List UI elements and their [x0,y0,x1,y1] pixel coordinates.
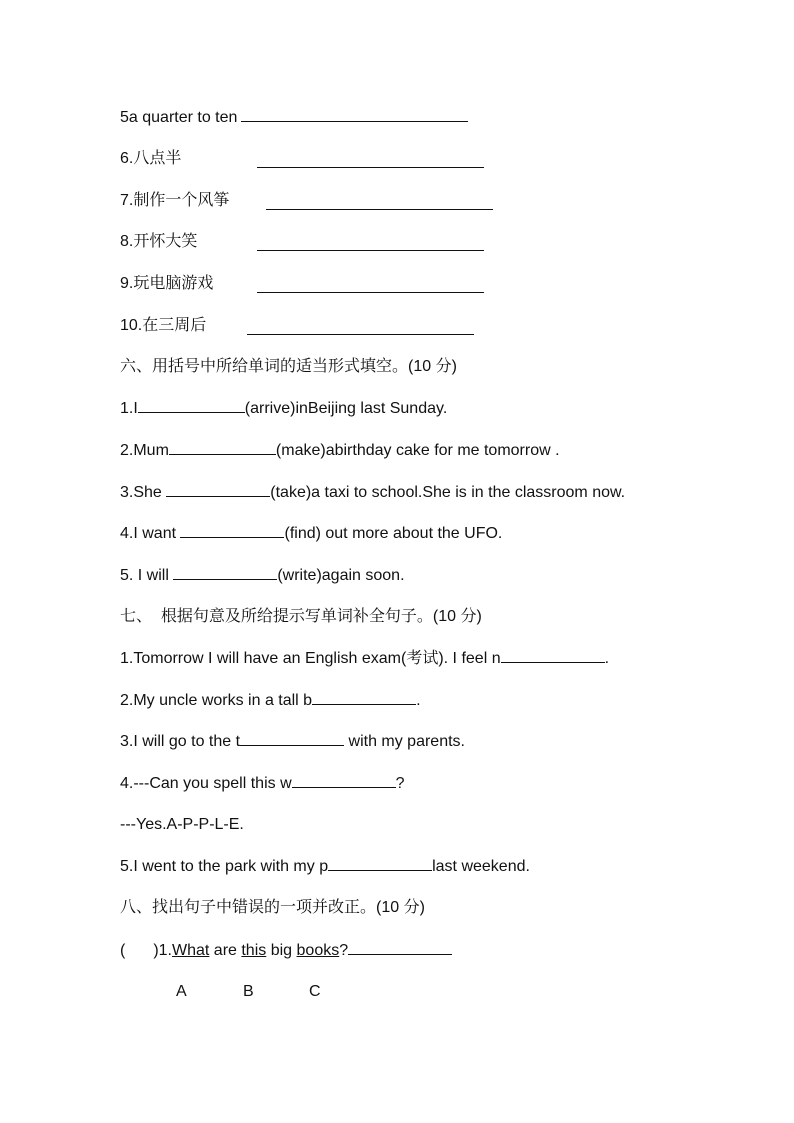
answer-text: ---Yes.A-P-P-L-E. [120,816,244,833]
underlined-word-b: this [241,942,267,959]
question-text-after: (take)a taxi to school.She is in the classroom now. [270,484,626,501]
question-text-before: 5.I went to the park with my p [120,858,329,875]
question-item [120,646,609,670]
answer-blank[interactable] [257,276,484,293]
correction-blank[interactable] [348,938,452,955]
question-text-after: with my parents. [344,733,465,750]
answer-blank[interactable] [257,234,484,251]
item-text: 玩电脑游戏 [133,275,214,292]
question-text-after: last weekend. [432,858,530,875]
choice-label-b: B [243,983,254,1000]
question-text-after: . [604,650,610,667]
question-text-after: (find) out more about the UFO. [284,525,503,542]
vocab-item [120,105,468,129]
question-text-after: (arrive)inBeijing last Sunday. [244,400,448,417]
item-number: 8. [120,233,134,250]
section-heading: 八、找出句子中错误的一项并改正。(10 分) [120,899,425,916]
question-item [120,521,502,545]
item-text: 开怀大笑 [133,233,198,250]
answer-blank[interactable] [169,438,276,455]
item-number: 10. [120,317,143,334]
question-item [120,688,421,712]
question-text-before: 2.My uncle works in a tall b [120,692,313,709]
question-text-after: . [416,692,421,709]
question-text: ? [339,942,349,959]
question-text-before: 1.I [120,400,138,417]
item-number: 7. [120,192,134,209]
choice-label-c: C [309,983,321,1000]
answer-blank[interactable] [240,729,344,746]
bracket-close: ) [153,942,159,959]
vocab-item [120,189,229,213]
answer-blank[interactable] [241,105,468,122]
answer-blank[interactable] [312,688,416,705]
question-item [120,438,560,462]
question-text: big [266,942,297,959]
question-item [120,563,405,587]
item-text: 八点半 [133,150,182,167]
question-text-after: (write)again soon. [277,567,405,584]
section-heading: 七、 根据句意及所给提示写单词补全句子。(10 分) [120,608,482,625]
answer-blank[interactable] [266,193,493,210]
vocab-item [120,272,213,296]
question-text: are [209,942,242,959]
answer-blank[interactable] [173,563,277,580]
answer-blank[interactable] [257,151,484,168]
answer-line [120,813,244,837]
question-text-before: 4.---Can you spell this w [120,775,292,792]
answer-blank[interactable] [166,480,270,497]
item-number: 5 [120,109,129,126]
answer-blank[interactable] [180,521,284,538]
answer-blank[interactable] [501,646,605,663]
question-text-before: 5. I will [120,567,174,584]
answer-blank[interactable] [138,396,245,413]
question-item [120,729,465,753]
answer-blank[interactable] [292,771,396,788]
question-item [120,396,447,420]
question-text-after: ? [395,775,405,792]
answer-blank[interactable] [328,854,432,871]
item-text: 在三周后 [142,317,207,334]
item-number: 9. [120,275,134,292]
question-text-before: 1.Tomorrow I will have an English exam(考试). I feel n [120,650,501,667]
question-number: 1. [158,942,172,959]
question-item [120,938,452,962]
question-text-before: 3.She [120,484,167,501]
underlined-word-c: books [296,942,340,959]
question-text-before: 4.I want [120,525,181,542]
vocab-item [120,147,181,171]
bracket-open: ( [120,942,126,959]
question-text-before: 3.I will go to the t [120,733,241,750]
question-text-before: 2.Mum [120,442,169,459]
vocab-item [120,230,197,254]
underlined-word-a: What [172,942,210,959]
section-heading: 六、用括号中所给单词的适当形式填空。(10 分) [120,358,457,375]
question-item [120,854,530,878]
question-item [120,480,625,504]
answer-blank[interactable] [247,318,474,335]
vocab-item [120,314,206,338]
choice-label-a: A [176,983,187,1000]
item-text: a quarter to ten [128,109,238,126]
question-text-after: (make)abirthday cake for me tomorrow . [275,442,560,459]
item-text: 制作一个风筝 [133,192,230,209]
question-item [120,771,405,795]
item-number: 6. [120,150,134,167]
